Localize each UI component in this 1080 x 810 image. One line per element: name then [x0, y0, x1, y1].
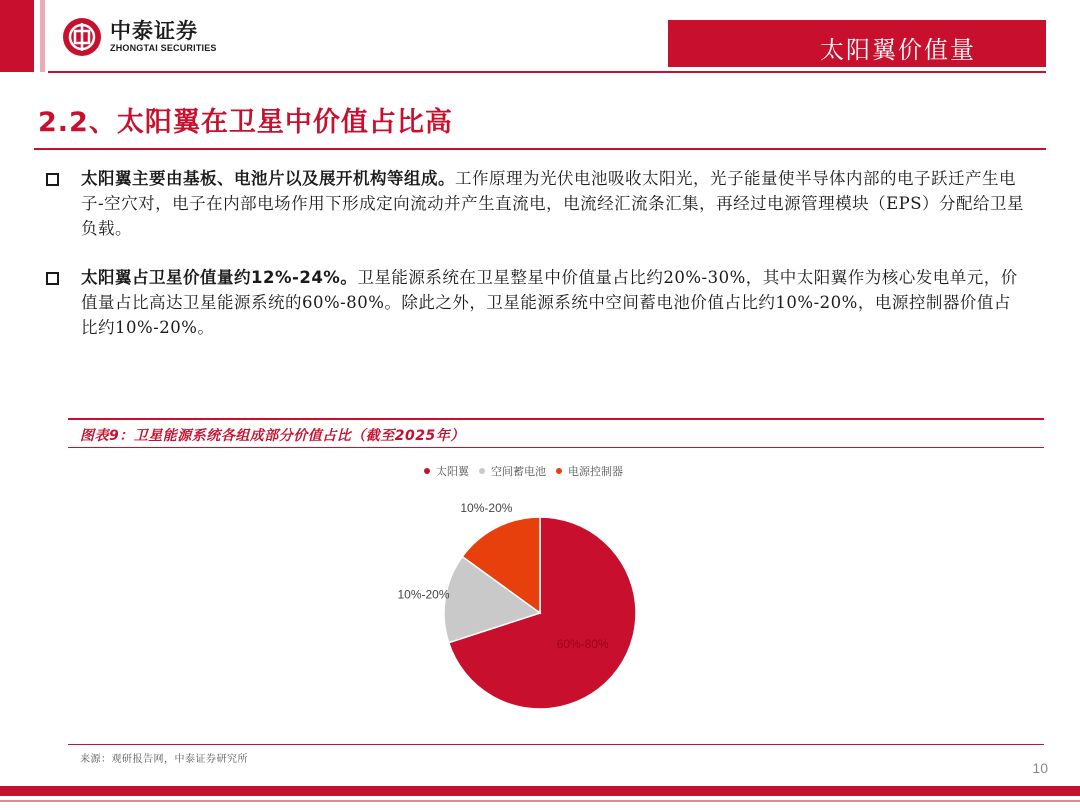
legend-label-solar-wing: 太阳翼 — [436, 465, 469, 478]
pie-label-solar-wing: 60%-80% — [556, 637, 609, 651]
bullet-body-1: 工作原理为光伏电池吸收太阳光，光子能量使半导体内部的电子跃迁产生电子-空穴对，电子在内部电场作用下形成定向流动并产生直流电，电流经汇流条汇集，再经过电源管理模块（EPS）分配给卫星负载。 — [81, 169, 1025, 238]
left-accent-bar — [0, 0, 34, 72]
legend-dot-solar-wing — [424, 468, 430, 474]
bullet-bold-1: 太阳翼主要由基板、电池片以及展开机构等组成。 — [81, 169, 455, 188]
section-underline — [34, 148, 1046, 150]
bullet-text-1 — [81, 166, 1026, 241]
chart-legend — [424, 463, 633, 479]
bullet-text-2 — [81, 265, 1026, 340]
left-accent-bar-thin — [40, 0, 45, 72]
legend-dot-battery — [479, 468, 485, 474]
bullet-bold-2: 太阳翼占卫星价值量约12%-24%。 — [81, 268, 358, 287]
legend-dot-controller — [556, 468, 562, 474]
bullet-square-icon — [46, 272, 59, 285]
footer-bar — [0, 786, 1080, 796]
footer-line — [0, 800, 1080, 802]
chart-title: 图表9：卫星能源系统各组成部分价值占比（截至2025年） — [80, 428, 465, 444]
chart-top-rule — [68, 418, 1044, 420]
logo — [62, 17, 217, 57]
legend-item-solar-wing — [424, 463, 469, 479]
bullet-item-1 — [46, 166, 1026, 241]
chart-source: 来源：观研报告网，中泰证券研究所 — [80, 754, 248, 765]
page-number: 10 — [1032, 760, 1048, 776]
legend-item-battery — [479, 463, 546, 479]
legend-label-controller: 电源控制器 — [568, 465, 623, 478]
section-title: 2.2、太阳翼在卫星中价值占比高 — [38, 107, 453, 138]
bullet-square-icon — [46, 173, 59, 186]
zhongtai-logo-icon — [62, 17, 102, 57]
bullet-body-2: 卫星能源系统在卫星整星中价值量占比约20%-30%，其中太阳翼作为核心发电单元，价值量占比高达卫星能源系统的60%-80%。除此之外，卫星能源系统中空间蓄电池价值占比约10%-20%，电源控制器价值占比约10%-20%。 — [81, 268, 1018, 337]
header-title: 太阳翼价值量 — [820, 36, 976, 64]
bullet-item-2 — [46, 265, 1026, 340]
brand-name-en: ZHONGTAI SECURITIES — [110, 43, 217, 53]
chart-bottom-rule — [68, 744, 1044, 745]
pie-chart — [340, 495, 660, 735]
pie-label-battery: 10%-20% — [397, 587, 450, 602]
brand-name-cn: 中泰证券 — [110, 19, 198, 43]
legend-item-controller — [556, 463, 623, 479]
chart-title-rule — [68, 447, 1044, 448]
legend-label-battery: 空间蓄电池 — [491, 465, 546, 478]
pie-label-controller: 10%-20% — [460, 500, 513, 515]
header-divider — [48, 71, 1046, 73]
